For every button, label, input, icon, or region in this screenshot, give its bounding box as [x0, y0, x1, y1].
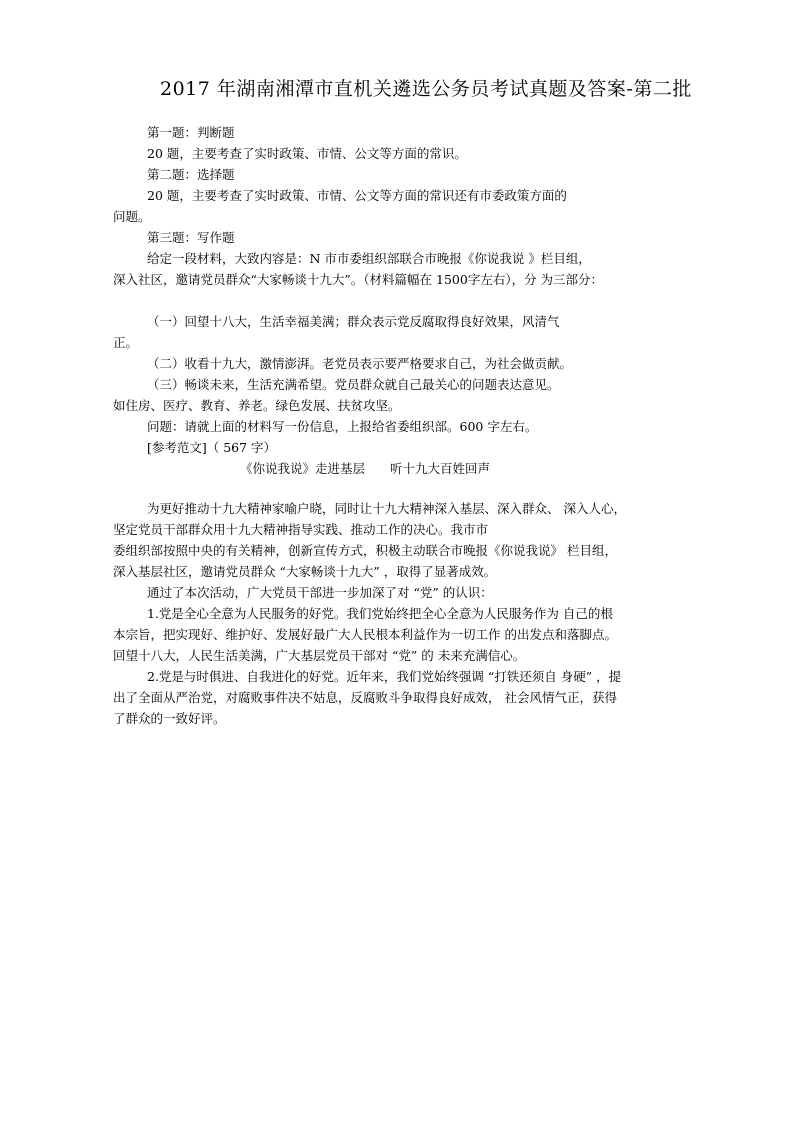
paragraph-line: 20 题，主要考查了实时政策、市情、公文等方面的常识。 [147, 146, 467, 161]
section-heading: 第三题：写作题 [147, 230, 235, 245]
paragraph-line: 给定一段材料，大致内容是：N 市市委组织部联合市晚报《你说我说 》栏目组， [147, 251, 591, 266]
paragraph-line: 本宗旨，把实现好、维护好、发展好最广大人民根本利益作为一切工作 的出发点和落脚点。 [113, 627, 617, 642]
reference-label: [参考范文]（ 567 字） [147, 440, 277, 455]
paragraph-line: 深入社区，邀请党员群众“大家畅谈十九大”。（材料篇幅在 1500字左右），分 为三部分： [113, 272, 604, 287]
paragraph-line: 通过了本次活动，广大党员干部进一步加深了对 “党” 的认识： [147, 585, 493, 600]
paragraph-line: 为更好推动十九大精神家喻户晓，同时让十九大精神深入基层、深入群众、 深入人心， [147, 501, 626, 516]
paragraph-line: 出了全面从严治党，对腐败事件决不姑息，反腐败斗争取得良好成效， 社会风情气正，获得 [113, 690, 617, 705]
document-title: 2017 年湖南湘潭市直机关遴选公务员考试真题及答案-第二批 [160, 78, 692, 100]
paragraph-line: 1.党是全心全意为人民服务的好党。我们党始终把全心全意为人民服务作为 自己的根 [147, 606, 613, 621]
list-item: （二）收看十九大，激情澎湃。老党员表示要严格要求自己，为社会做贡献。 [147, 356, 573, 371]
paragraph-line: 回望十八大，人民生活美满，广大基层党员干部对 “党” 的 未来充满信心。 [113, 648, 526, 663]
paragraph-line: 正。 [113, 335, 139, 350]
section-heading: 第二题：选择题 [147, 167, 235, 182]
paragraph-line: 问题：请就上面的材料写一份信息，上报给省委组织部。600 字左右。 [147, 419, 538, 434]
list-item: （三）畅谈未来，生活充满希望。党员群众就自己最关心的问题表达意见。 [147, 377, 560, 392]
paragraph-line: 问题。 [113, 209, 151, 224]
paragraph-line: 20 题，主要考查了实时政策、市情、公文等方面的常识还有市委政策方面的 [147, 188, 567, 203]
list-item: （一）回望十八大，生活幸福美满；群众表示党反腐取得良好效果，风清气 [147, 314, 560, 329]
paragraph-line: 委组织部按照中央的有关精神，创新宣传方式，积极主动联合市晚报《你说我说》 栏目组， [113, 543, 617, 558]
paragraph-line: 深入基层社区，邀请党员群众 “大家畅谈十九大” ，取得了显著成效。 [113, 564, 497, 579]
paragraph-line: 了群众的一致好评。 [113, 711, 226, 726]
paragraph-line: 2.党是与时俱进、自我进化的好党。近年来，我们党始终强调 “打铁还须自 身硬” ，提 [147, 669, 622, 684]
section-heading: 第一题：判断题 [147, 125, 235, 140]
essay-title: 《你说我说》走进基层 听十九大百姓回声 [240, 461, 491, 476]
paragraph-line: 坚定党员干部群众用十九大精神指导实践、推动工作的决心。我市市 [113, 522, 489, 537]
paragraph-line: 如住房、医疗、教育、养老。绿色发展、扶贫攻坚。 [113, 398, 401, 413]
